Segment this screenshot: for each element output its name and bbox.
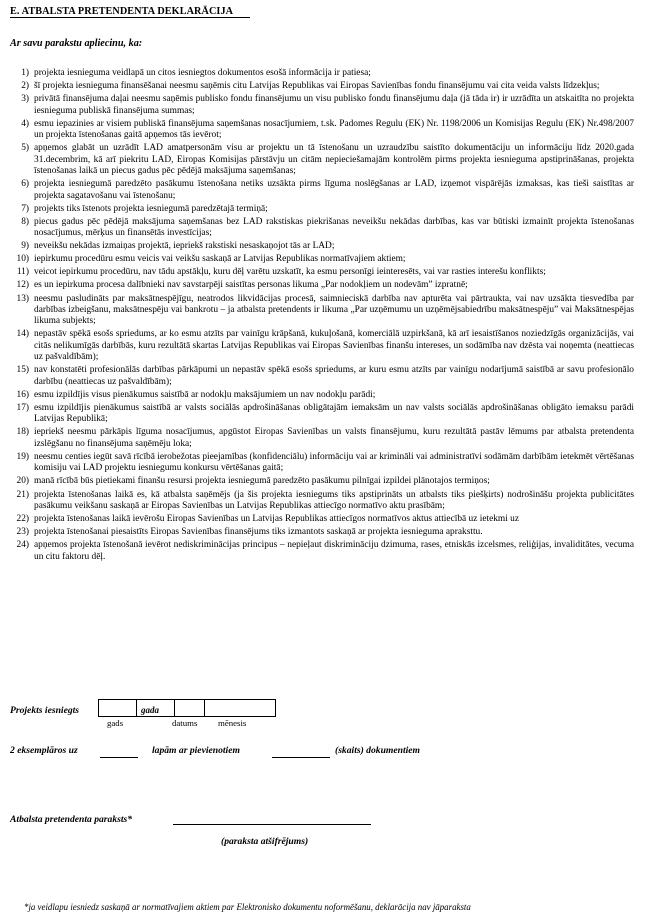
item-text: esmu izpildījis pienākumus saistībā ar valsts sociālās apdrošināšanas obligātajām iemaksām un nav valsts sociālās apdrošināšanas obligāto iemaksu parādi Latvijas Republikā; — [34, 402, 634, 425]
month-field[interactable] — [204, 699, 276, 717]
item-number: 5) — [21, 143, 29, 154]
item-number: 12) — [16, 280, 29, 291]
signature-line[interactable] — [173, 824, 371, 825]
declaration-item — [10, 452, 634, 475]
item-text: projekts tiks īstenots projekta iesniegumā paredzētajā termiņā; — [34, 203, 268, 214]
item-text: manā rīcībā būs pietiekami finanšu resursi projekta iesniegumā paredzēto pasākumu pilnīgai izpildei plānotajos termiņos; — [34, 476, 490, 487]
item-text: iepriekš neesmu pārkāpis līguma nosacījumus, apgūstot Eiropas Savienības un valsts finansējumu, kuru rezultātā pastāv lēmums par atbalsta pretendenta izslēgšanu no finansējuma saņēmēju loka; — [34, 427, 634, 449]
declaration-item — [10, 365, 634, 388]
item-text: veicot iepirkumu procedūru, nav tādu apstākļu, kuru dēļ varētu uzskatīt, ka esmu personīgi ieinteresēts, vai var rasties interešu konflikts; — [34, 267, 546, 278]
item-text: apņemos projekta īstenošanā ievērot nediskriminācijas principus – nepieļaut diskrimināciju dzimuma, rases, etniskās izcelsmes, reliģijas, invaliditātes, vecuma un citu faktoru dēļ. — [34, 540, 634, 562]
declaration-item — [10, 390, 634, 401]
item-text: nav konstatēti profesionālās darbības pārkāpumi un nepastāv spēkā esošs spriedums, ar kuru esmu atzīts par vainīgu nodarījumā saistībā ar savu profesionālo darbību (neattiecas uz pašvaldībām); — [34, 365, 634, 387]
item-number: 14) — [16, 329, 29, 340]
item-text: neesmu pasludināts par maksātnespējīgu, neatrodos likvidācijas procesā, saimnieciskā darbība nav apturēta vai pārtraukta, vai nav uzsākta tiesvedība par darbības izbeigšanu, maksātnespēju vai bankrotu – ja atbalsta pretendents ir likuma „Par uzņēmumu un uzņēmējsabiedrību maksātnespēju” vai Maksātnespējas likuma subjekts; — [34, 293, 634, 327]
section-heading: E. ATBALSTA PRETENDENTA DEKLARĀCIJA — [10, 6, 250, 18]
item-number: 13) — [16, 293, 29, 304]
item-number: 24) — [16, 540, 29, 551]
item-number: 20) — [16, 476, 29, 487]
declaration-item — [10, 294, 634, 328]
declaration-item — [10, 280, 634, 291]
item-number: 10) — [16, 254, 29, 265]
declaration-item — [10, 490, 634, 513]
declaration-item — [10, 81, 634, 92]
item-number: 4) — [21, 118, 29, 129]
footnote: *ja veidlapu iesniedz saskaņā ar normatīvajiem aktiem par Elektronisko dokumentu noformēšanu, deklarācija nav jāparaksta — [24, 902, 471, 912]
item-text: projekta iesniegumā paredzēto pasākumu īstenošana netiks uzsākta pirms līguma noslēgšanas ar LAD, izņemot vispārējās izmaksas, kas tieši saistītas ar projekta sagatavošanu vai īstenošanu; — [34, 179, 634, 201]
item-text: šī projekta iesnieguma finansēšanai neesmu saņēmis citu Latvijas Republikas vai Eiropas Savienības fondu finansējumu vai cita veida valsts līdzekļus; — [34, 81, 600, 92]
declaration-item — [10, 94, 634, 117]
item-text: esmu izpildījis visus pienākumus saistībā ar nodokļu maksājumiem un nav nodokļu parādi; — [34, 389, 376, 400]
menesis-label: mēnesis — [218, 718, 247, 728]
declaration-item — [10, 427, 634, 450]
item-number: 23) — [16, 527, 29, 538]
declaration-item — [10, 254, 634, 265]
item-text: apņemos glabāt un uzrādīt LAD amatpersonām visu ar projektu un tā īstenošanu un uzraudzību saistīto dokumentāciju un informāciju līdz 2020.gada 31.decembrim, kā arī piekritu LAD, Eiropas Komisijas pārstāvju un citām nepieciešamajām kontrolēm pirms projekta iesnieguma apstiprināšanas, projekta īstenošanas laikā un piecus gadus pēc pēdējā maksājuma saņemšanas; — [34, 143, 634, 176]
signer-label: Atbalsta pretendenta paraksts* — [10, 814, 133, 825]
declaration-item — [10, 267, 634, 278]
declaration-item — [10, 119, 634, 142]
item-number: 22) — [16, 514, 29, 525]
declaration-item — [10, 68, 634, 79]
item-text: projekta īstenošanai piesaistīts Eiropas Savienības finansējums tiks izmantots saskaņā ar projekta iesnieguma apraksttu. — [34, 527, 483, 538]
declaration-item — [10, 217, 634, 240]
datums-label: datums — [172, 718, 198, 728]
copies-middle: lapām ar pievienotiem — [152, 745, 240, 756]
item-number: 18) — [16, 427, 29, 438]
item-number: 6) — [21, 179, 29, 190]
item-number: 17) — [16, 402, 29, 413]
day-field[interactable] — [174, 699, 206, 717]
declaration-item — [10, 403, 634, 426]
item-number: 9) — [21, 241, 29, 252]
item-number: 2) — [21, 81, 29, 92]
pages-count-field[interactable] — [100, 757, 138, 758]
item-text: piecus gadus pēc pēdējā maksājuma saņemšanas bez LAD rakstiskas piekrišanas neveikšu nekādas darbības, kas var būtiski izmainīt projekta īstenošanas nosacījumus, mērķus un finansētās investīcijas; — [34, 216, 634, 239]
item-text: neveikšu nekādas izmaiņas projektā, iepriekš rakstiski nesaskaņojot tās ar LAD; — [34, 241, 335, 252]
declaration-item — [10, 514, 634, 525]
declaration-item — [10, 329, 634, 363]
copies-suffix: (skaits) dokumentiem — [335, 745, 421, 756]
item-text: neesmu centies iegūt savā rīcībā ierobežotas pieejamības (konfidenciālu) informāciju vai ar krimināli vai administratīvi sodāmām darbībām ietekmēt vērtēšanas komisiju vai LAD projektu iesniegumu konkursu vērtēšanas gaitā; — [34, 451, 634, 474]
gada-label: gada — [141, 705, 159, 715]
attachments-count-field[interactable] — [272, 757, 330, 758]
declaration-item — [10, 476, 634, 487]
declaration-item — [10, 143, 634, 177]
item-text: privātā finansējuma daļai neesmu saņēmis publisko fondu finansējumu un visu publisko fondu finansējumu daļa (jā tāda ir) ir uzrādīta un atskaitīta no projekta iesnieguma publiskā finansējuma summas; — [34, 94, 634, 116]
declaration-item — [10, 540, 634, 563]
gads-label: gads — [107, 718, 124, 728]
item-text: iepirkumu procedūru esmu veicis vai veikšu saskaņā ar Latvijas Republikas normatīvajiem aktiem; — [34, 254, 406, 265]
item-number: 11) — [16, 267, 29, 278]
declaration-item — [10, 241, 634, 252]
item-number: 3) — [21, 94, 29, 105]
item-text: esmu iepazinies ar visiem publiskā finansējuma saņemšanas nosacījumiem, t.sk. Padomes Regulu (EK) Nr. 1198/2006 un Komisijas Regulu (EK) Nr.498/2007 un projekta īstenošanas gaitā apņemos tās ievērot; — [34, 118, 634, 141]
intro-text: Ar savu parakstu apliecinu, ka: — [10, 38, 143, 49]
item-text: projekta īstenošanas laikā ievērošu Eiropas Savienības un Latvijas Republikas attiecīgos normatīvos aktus attiecībā uz ietekmi uz — [34, 514, 520, 525]
declaration-item — [10, 179, 634, 202]
item-number: 1) — [21, 68, 29, 78]
submitted-label: Projekts iesniegts — [10, 705, 80, 716]
declaration-item — [10, 527, 634, 538]
item-number: 15) — [16, 365, 29, 376]
item-text: projekta īstenošanas laikā es, kā atbalsta saņēmējs (ja šis projekta iesniegums tiks apstiprināts un atbalsts tiks piešķirts) nodrošināšu projekta publicitātes pasākumu veikšanu saskaņā ar Eiropas Savienības un Latvijas Republikas attiecīgo normatīvo aktu prasībām; — [34, 489, 634, 511]
declaration-list — [10, 68, 634, 565]
copies-prefix: 2 eksemplāros uz — [10, 745, 78, 756]
item-text: projekta iesnieguma veidlapā un citos iesniegtos dokumentos esošā informācija ir patiesa; — [34, 68, 371, 78]
decode-label: (paraksta atšifrējums) — [221, 836, 309, 847]
item-text: es un iepirkuma procesa dalībnieki nav savstarpēji saistītas personas likuma „Par nodokļiem un nodevām” izpratnē; — [34, 280, 468, 291]
item-text: nepastāv spēkā esošs spriedums, ar ko esmu atzīts par vainīgu krāpšanā, kukuļošanā, komerciālā uzpirkšanā, kā arī iesaistīšanos noziedzīgās organizācijās, vai citās nelikumīgās darbībās, kuru rezultātā skartas Latvijas Republikas vai Eiropas Savienības finanšu intereses, un sodāmība nav dzēsta vai noņemta (neattiecas uz pašvaldībām); — [34, 329, 634, 363]
item-number: 21) — [16, 489, 29, 500]
item-number: 19) — [16, 451, 29, 462]
item-number: 16) — [16, 389, 29, 400]
declaration-item — [10, 204, 634, 215]
year-field[interactable] — [98, 699, 138, 717]
item-number: 8) — [21, 216, 29, 227]
item-number: 7) — [21, 203, 29, 214]
